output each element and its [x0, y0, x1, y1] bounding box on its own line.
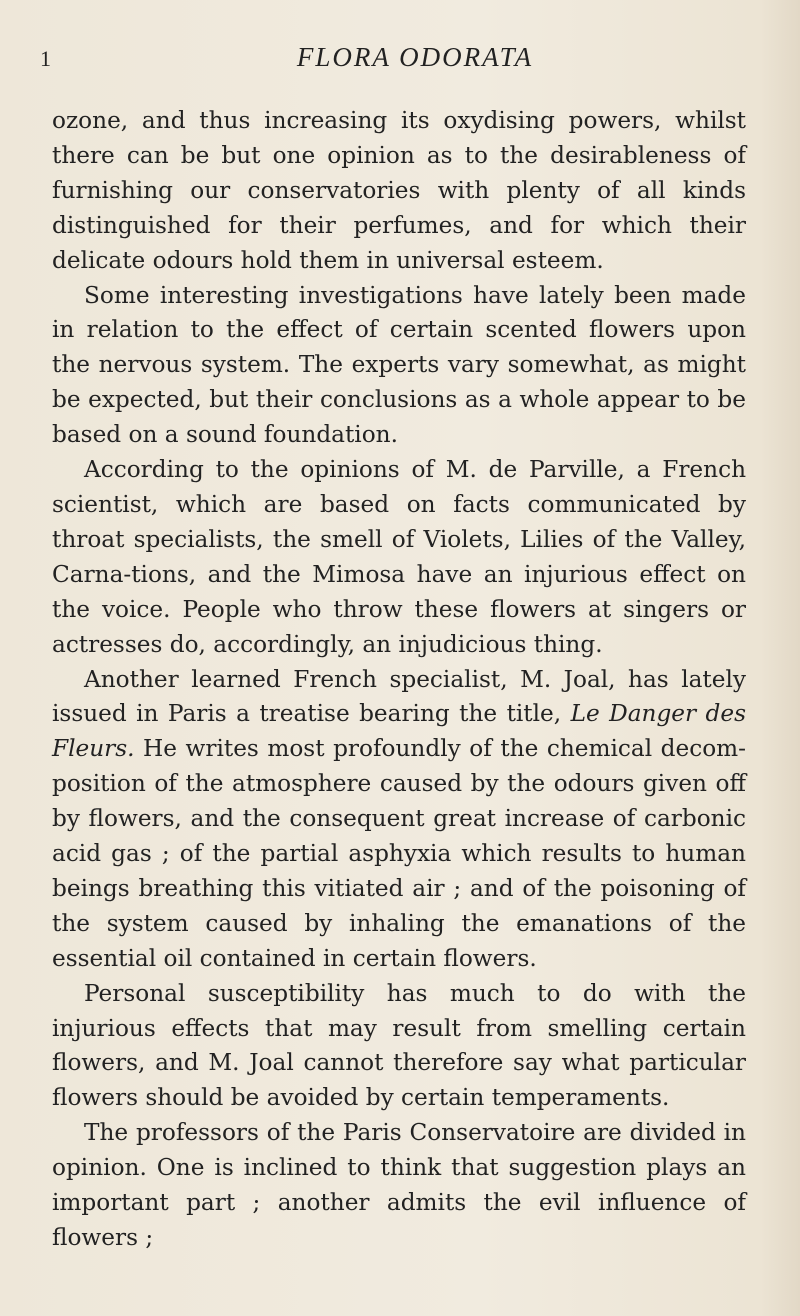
- paragraph-5: Personal susceptibility has much to do with the injurious effects that may result from smelling certain flowers, and M. Joal cannot therefore say what particular flowers should be avoided by certain temperaments.: [52, 979, 746, 1112]
- paragraph-3: According to the opinions of M. de Parville, a French scientist, which are based on facts communicated by throat specialists, the smell of Violets, Lilies of the Valley, Carna-tions, and the Mimosa have an injurious effect on the voice. People who throw these flowers at singers or actresses do, accordingly, an injudicious thing.: [52, 456, 746, 658]
- body-text: [52, 104, 746, 1256]
- paragraph-6: The professors of the Paris Conservatoire are divided in opinion. One is inclined to think that suggestion plays an important part ; another admits the evil influence of flowers ;: [52, 1119, 746, 1251]
- paragraph-4-before: Another learned French specialist, M. Joal, has lately issued in Paris a treatise bearing the title,: [52, 665, 746, 728]
- page-number: 1: [40, 46, 51, 71]
- running-title: FLORA ODORATA: [296, 42, 534, 72]
- paragraph-1: ozone, and thus increasing its oxydising powers, whilst there can be but one opinion as to the desirableness of furnishing our conservatories with plenty of all kinds distinguished for their perfumes, and for which their delicate odours hold them in universal esteem.: [52, 107, 746, 274]
- paragraph-4-after: He writes most profoundly of the chemical decom-position of the atmosphere caused by the odours given off by flowers, and the consequent great increase of carbonic acid gas ; of the partial asphyxia which results to human beings breathing this vitiated air ; and of the poisoning of the system caused by inhaling the emanations of the essential oil contained in certain flowers.: [52, 735, 746, 972]
- page-header: [40, 42, 760, 86]
- paragraph-4: [52, 663, 746, 977]
- paragraph-2: Some interesting investigations have lately been made in relation to the effect of certain scented flowers upon the nervous system. The experts vary somewhat, as might be expected, but their conclusions as a whole appear to be based on a sound foundation.: [52, 281, 746, 449]
- treatise-title: Le Danger des Fleurs.: [52, 700, 746, 763]
